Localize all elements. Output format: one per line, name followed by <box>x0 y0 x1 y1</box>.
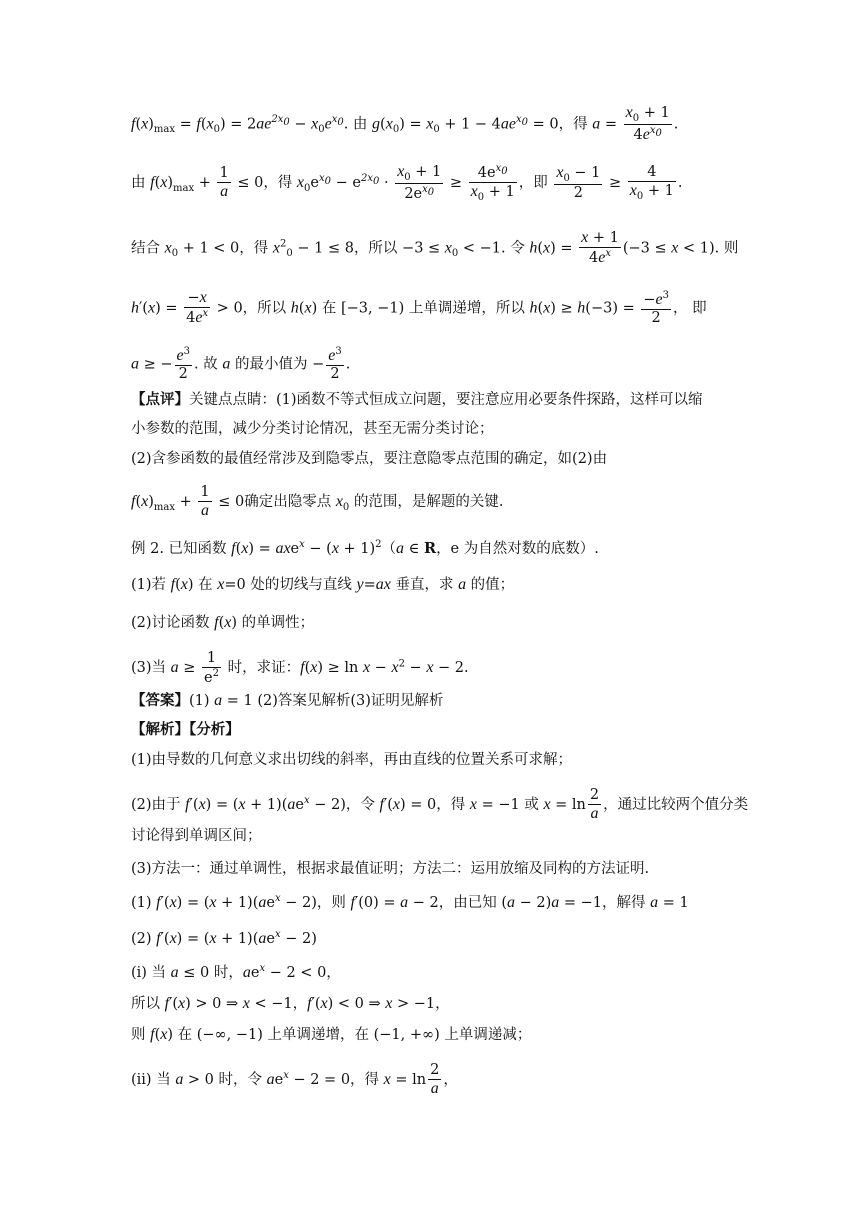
case-2: (ⅱ) 当 a > 0 时，令 $ae^x - 2 = 0$，得 x = ln $\frac{2}{a}$ ， <box>131 1062 458 1097</box>
comment-line-2 <box>131 421 494 438</box>
text: 所以 <box>131 996 165 1012</box>
text: (1)若 <box>131 577 171 593</box>
text: . 则 <box>714 240 739 257</box>
text: (3)方法一：通过单调性，根据求最值证明；方法二：运用放缩及同构的方法证明. <box>131 861 650 877</box>
text: (1)由导数的几何意义求出切线的斜率，再由直线的位置关系可求解； <box>131 752 573 768</box>
text: ，通过比较两个值分类 <box>603 797 749 814</box>
analysis-1 <box>131 752 572 769</box>
line-condition: 由 $f(x)_{max}$ + $\frac{1}{a}$ ≤ 0，得 $x_0e^{x_0} - e^{2x_0}$ · $\frac{x_0 + 1}{2e^{x_0}}$ ≥ $\frac{4e^{x_0}}{x_0 + 1}$ ，即 $\frac{x_0 - 1}{2}$ ≥ $\frac{4}{x_0 + 1}$ . <box>131 163 683 203</box>
line-combine: 结合 $x_0 + 1 < 0$，得 $x^2_0 - 1 \le 8$，所以 $-3 \le x_0 < -1$. 令 h(x) = $\frac{x + 1}{4e^x}$ (−3 ≤ x < 1). 则 <box>131 229 739 267</box>
text: (ⅱ) 当 <box>131 1072 176 1089</box>
text: 上单调递减； <box>439 1027 532 1043</box>
proof-1: (1) $f'(x) = (x + 1)(ae^x - 2)$，则 f′(0) = a − 2，由已知 (a − 2)a = −1，解得 a = 1 <box>131 893 689 911</box>
text: 或 <box>519 797 544 814</box>
text: ，令 <box>345 797 380 814</box>
text: 的最小值为 <box>230 356 313 373</box>
text: (2) <box>131 931 157 947</box>
text: ，得 <box>263 174 297 191</box>
text: ， <box>435 996 450 1012</box>
text: 小参数的范围，减少分类讨论情况，甚至无需分类讨论； <box>131 421 494 437</box>
text: ， <box>443 1072 458 1089</box>
text: ，解得 <box>602 895 651 911</box>
comment-label: 【点评】 <box>131 391 189 408</box>
text: 例 2. 已知函数 <box>131 541 232 557</box>
text: ，所以 <box>242 300 291 317</box>
text: （ <box>381 541 397 557</box>
text: ，得 <box>350 1072 384 1089</box>
text: ，e 为自然对数的底数）. <box>436 541 599 557</box>
text: (2)含参函数的最值经常涉及到隐零点，要注意隐零点范围的确定，如(2)由 <box>131 451 608 467</box>
text: 的值； <box>466 577 515 593</box>
text: ，得 <box>436 797 470 814</box>
analysis-label: 【解析】【分析】 <box>131 721 240 738</box>
text: ，即 <box>518 174 553 191</box>
text: 时，令 <box>213 1072 267 1089</box>
case-1-monotonic: 则 f(x) 在 (−∞, −1) 上单调递增，在 (−1, +∞) 上单调递减； <box>131 1026 532 1043</box>
text: . 令 <box>501 240 530 257</box>
text: 的单调性； <box>237 615 315 631</box>
question-3: (3)当 a ≥ $\frac{1}{e^2}$ 时，求证：$f(x) \ge \ln x - x^2 - x - 2$. <box>131 650 469 686</box>
text: ，由已知 <box>438 895 502 911</box>
text: 时， <box>209 965 243 981</box>
text: (1) <box>131 895 157 911</box>
line-fmax: $f(x)_{max} = f(x_0) = 2ae^{2x_0} - x_0e^{x_0}$. 由 $g(x_0) = x_0 + 1 - 4ae^{x_0} = 0$，得 a = $\frac{x_0 + 1}{4e^{x_0}}$ . <box>131 104 679 144</box>
text: 关键点点睛：(1)函数不等式恒成立问题，要注意应用必要条件探路，这样可以缩 <box>189 392 703 408</box>
text: ，得 <box>558 116 593 133</box>
text: (2)答案见解析(3)证明见解析 <box>252 693 444 709</box>
example2-statement: 例 2. 已知函数 $f(x) = axe^x - (x + 1)^2(a$ ∈ R，e 为自然对数的底数）. <box>131 539 599 557</box>
text: 处的切线与直线 <box>245 577 357 593</box>
text: (ⅰ) 当 <box>131 965 171 981</box>
text: (2)讨论函数 <box>131 615 215 631</box>
text: ，所以 <box>353 240 403 257</box>
text: 由 <box>131 174 151 191</box>
text: ， 即 <box>672 300 707 317</box>
answer-label: 【答案】 <box>131 692 189 709</box>
analysis-heading <box>131 721 240 739</box>
answer-line: 【答案】(1) a = 1 (2)答案见解析(3)证明见解析 <box>131 692 444 709</box>
text: . 由 <box>343 116 373 133</box>
text: 在 <box>173 1027 197 1043</box>
text: ， <box>326 965 341 981</box>
text: 的范围，是解题的关键. <box>349 494 504 511</box>
comment-line-4: $f(x)_{max}$ + $\frac{1}{a}$ ≤ 0确定出隐零点 $x_0$ 的范围，是解题的关键. <box>131 484 504 519</box>
analysis-3 <box>131 861 649 878</box>
text: (2)由于 <box>131 797 186 814</box>
text: 则 <box>131 1027 151 1043</box>
case-1-result: 所以 f′(x) > 0 ⇒ x < −1，f′(x) < 0 ⇒ x > −1， <box>131 995 450 1012</box>
text: 在 <box>317 300 341 317</box>
text: 确定出隐零点 <box>244 494 336 511</box>
analysis-2-cont <box>131 828 262 845</box>
proof-2: (2) $f'(x) = (x + 1)(ae^x - 2)$ <box>131 929 317 947</box>
text: ，得 <box>239 240 273 257</box>
text: 讨论得到单调区间； <box>131 828 262 844</box>
text: 时，求证： <box>223 660 301 677</box>
text: ，则 <box>316 895 351 911</box>
case-1: (ⅰ) 当 a ≤ 0 时，$ae^x - 2 < 0$， <box>131 963 341 981</box>
text: (1) <box>189 693 215 709</box>
text: ， <box>292 996 308 1012</box>
text: 垂直，求 <box>390 577 459 593</box>
comment-line-1 <box>131 391 703 409</box>
text: 上单调递增，在 <box>262 1027 374 1043</box>
question-1: (1)若 f(x) 在 x=0 处的切线与直线 y=ax 垂直，求 a 的值； <box>131 576 515 593</box>
question-2: (2)讨论函数 f(x) 的单调性； <box>131 614 315 631</box>
text: (3)当 <box>131 660 171 677</box>
text: 在 <box>193 577 218 593</box>
line-derivative: h′(x) = $\frac{-x}{4e^x}$ > 0，所以 h(x) 在 [−3, −1) 上单调递增，所以 h(x) ≥ h(−3) = $\frac{-e^3}{2}$ ， 即 <box>131 289 707 327</box>
text: 结合 <box>131 240 165 257</box>
text: . 故 <box>194 356 223 373</box>
comment-line-3 <box>131 451 607 468</box>
text: 上单调递增，所以 <box>404 300 530 317</box>
line-conclusion: a ≥ − $\frac{e^3}{2}$ . 故 a 的最小值为 − $\frac{e^3}{2}$ . <box>131 346 351 383</box>
analysis-2: (2)由于 $f'(x) = (x + 1)(ae^x - 2)$，令 f′(x) = 0，得 x = −1 或 x = ln $\frac{2}{a}$ ，通过比较两个值分类 <box>131 787 749 822</box>
